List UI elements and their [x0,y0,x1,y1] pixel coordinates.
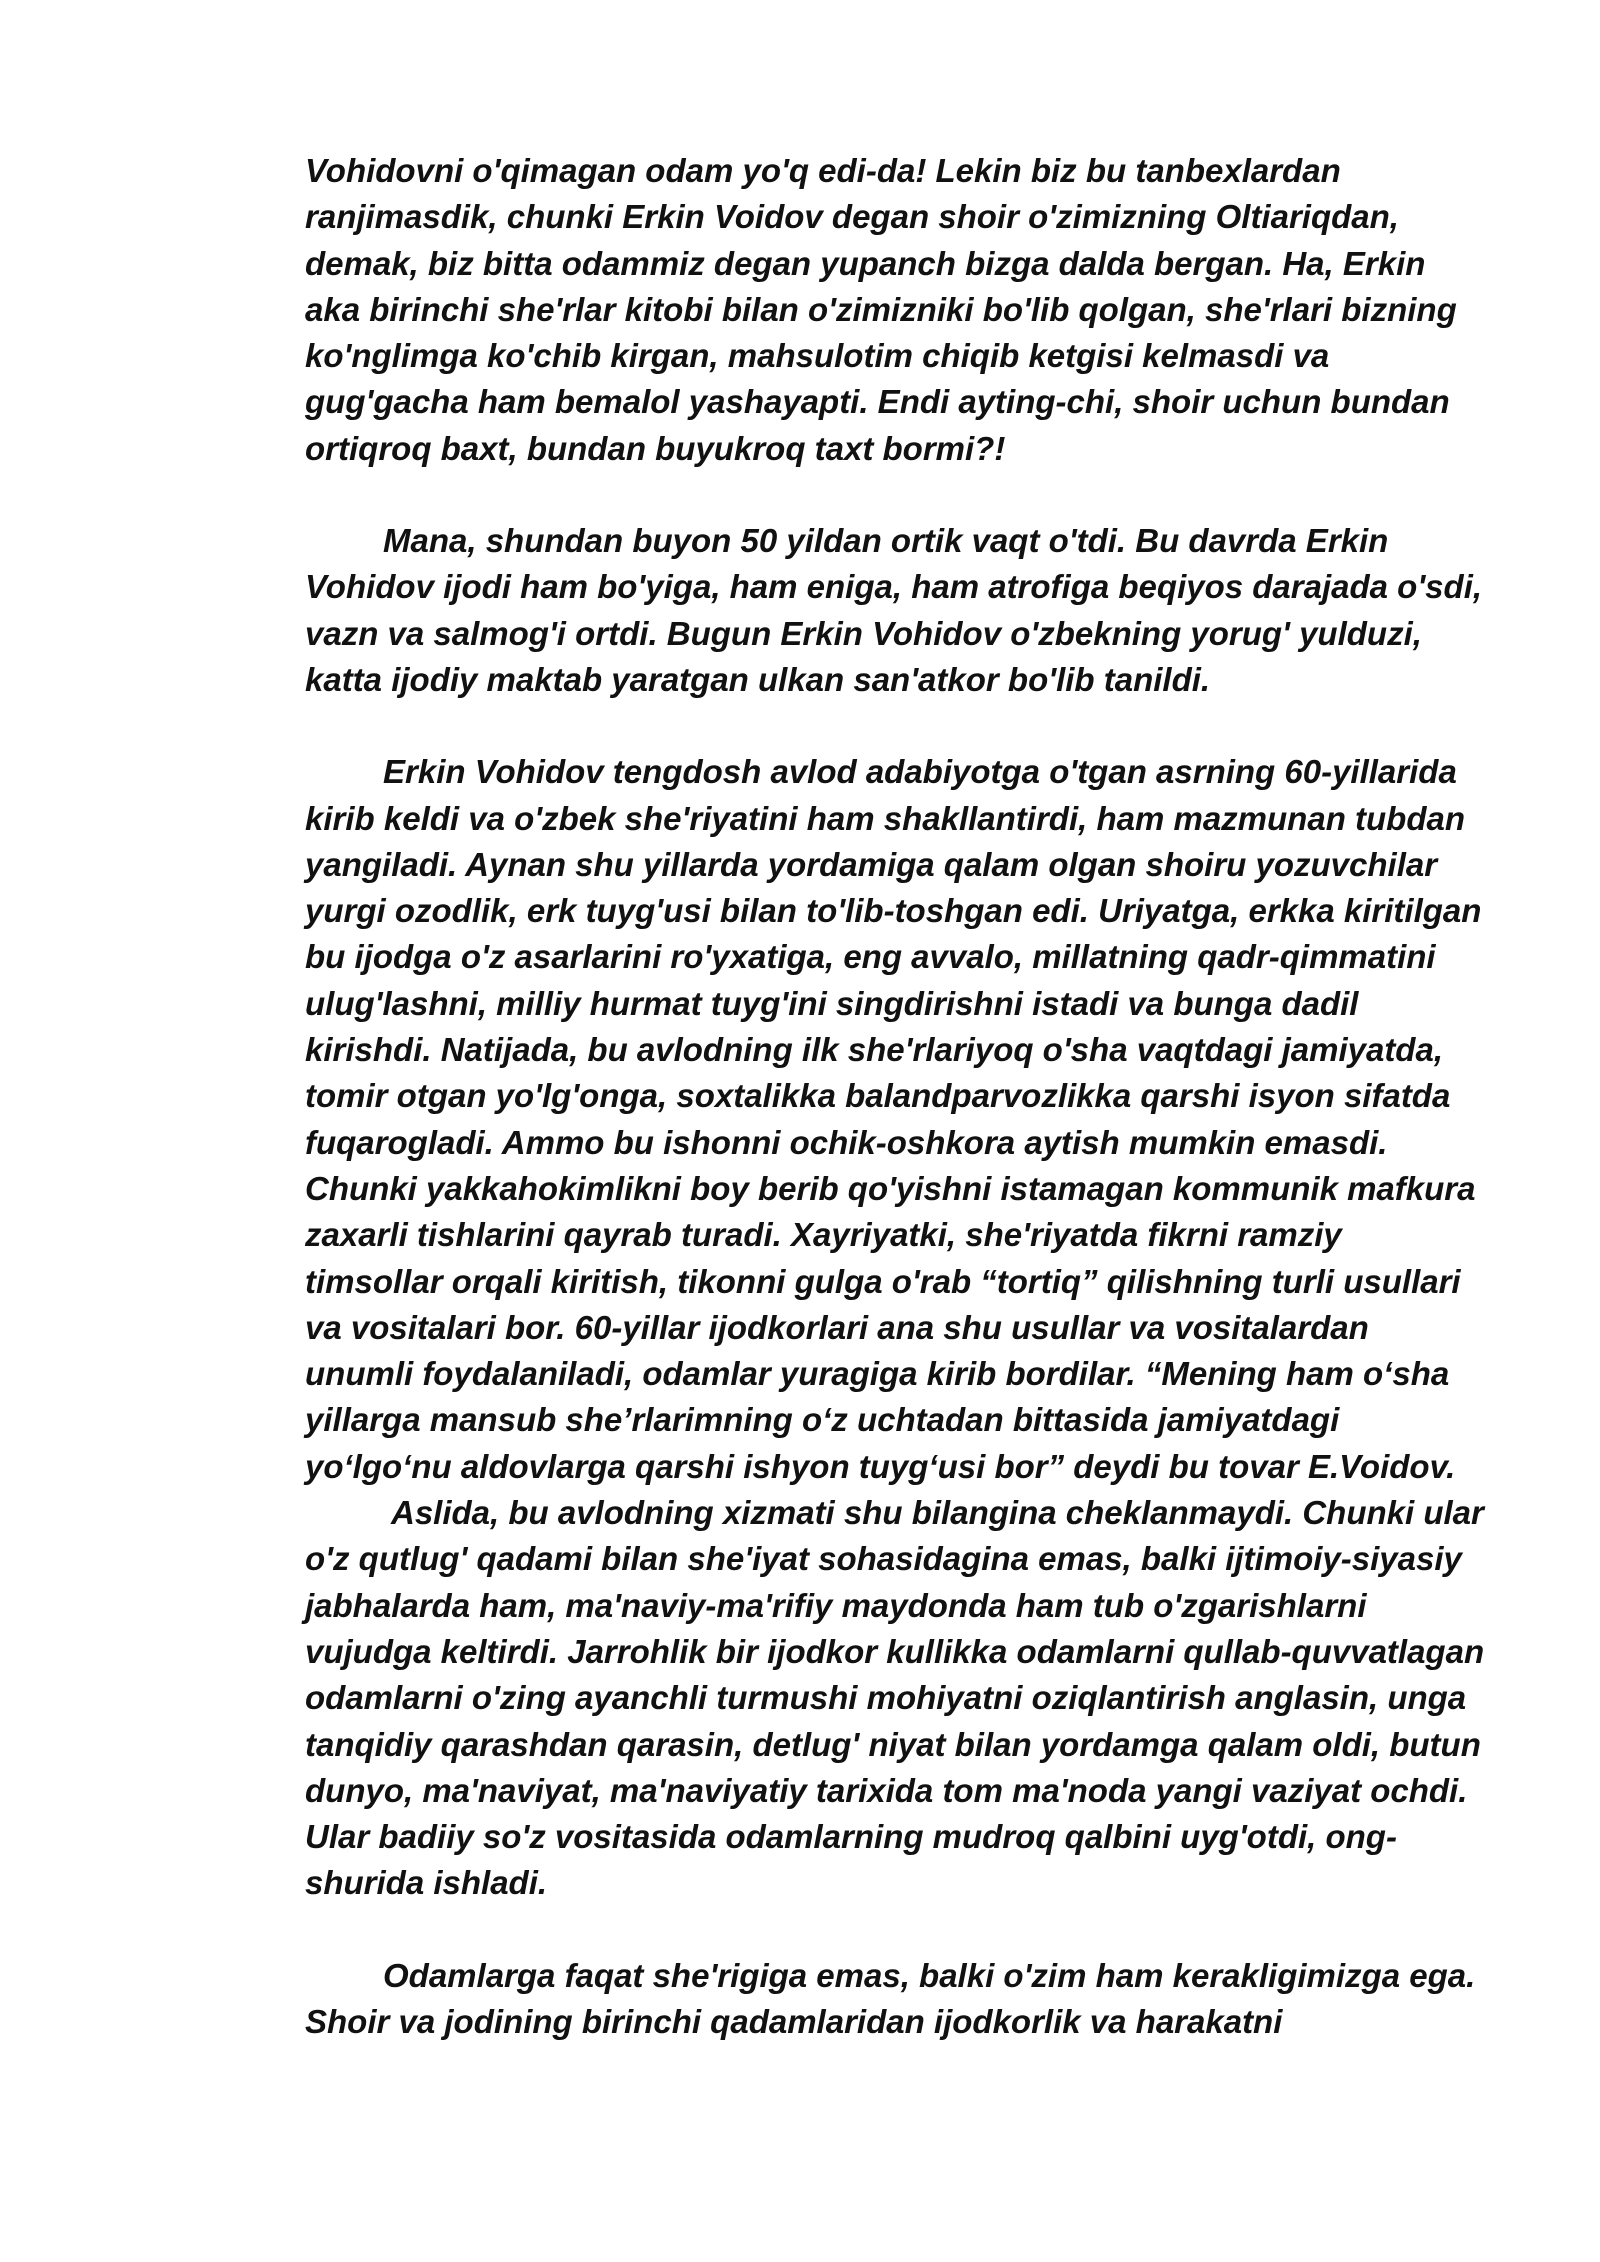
document-page [305,148,1485,2045]
paragraph-3: Erkin Vohidov tengdosh avlod adabiyotga o'tgan asrning 60-yillarida kirib keldi va o'zbek she'riyatini ham shakllantirdi, ham mazmunan tubdan yangiladi. Aynan shu yillarda yordamiga qalam olgan shoiru yozuvchilar yurgi ozodlik, erk tuyg'usi bilan to'lib-toshgan edi. Uriyatga, erkka kiritilgan bu ijodga o'z asarlarini ro'yxatiga, eng avvalo, millatning qadr-qimmatini ulug'lashni, milliy hurmat tuyg'ini singdirishni istadi va bunga dadil kirishdi. Natijada, bu avlodning ilk she'rlariyoq o'sha vaqtdagi jamiyatda, tomir otgan yo'lg'onga, soxtalikka balandparvozlikka qarshi isyon sifatda fuqarogladi. Ammo bu ishonni ochik-oshkora aytish mumkin emasdi. Chunki yakkahokimlikni boy berib qo'yishni istamagan kommunik mafkura zaxarli tishlarini qayrab turadi. Xayriyatki, she'riyatda fikrni ramziy timsollar orqali kiritish, tikonni gulga o'rab “tortiq” qilishning turli usullari va vositalari bor. 60-yillar ijodkorlari ana shu usullar va vositalardan unumli foydalaniladi, odamlar yuragiga kirib bordilar. “Mening ham o‘sha yillarga mansub she’rlarimning o‘z uchtadan bittasida jamiyatdagi yo‘lgo‘nu aldovlarga qarshi ishyon tuyg‘usi bor” deydi bu tovar E.Voidov. [305,753,1482,1485]
paragraph-1: Vohidovni o'qimagan odam yo'q edi-da! Lekin biz bu tanbexlardan ranjimasdik, chunki Erkin Voidov degan shoir o'zimizning Oltiariqdan, demak, biz bitta odammiz degan yupanch bizga dalda bergan. Ha, Erkin aka birinchi she'rlar kitobi bilan o'zimizniki bo'lib qolgan, she'rlari bizning ko'nglimga ko'chib kirgan, mahsulotim chiqib ketgisi kelmasdi va gug'gacha ham bemalol yashayapti. Endi ayting-chi, shoir uchun bundan ortiqroq baxt, bundan buyukroq taxt bormi?! [305,152,1457,467]
paragraph-5: Odamlarga faqat she'rigiga emas, balki o'zim ham kerakligimizga ega. Shoir va jodining birinchi qadamlaridan ijodkorlik va harakatni [305,1956,1476,2040]
paragraph-4: Aslida, bu avlodning xizmati shu bilangina cheklanmaydi. Chunki ular o'z qutlug' qadami bilan she'iyat sohasidagina emas, balki ijtimoiy-siyasiy jabhalarda ham, ma'naviy-ma'rifiy maydonda ham tub o'zgarishlarni vujudga keltirdi. Jarrohlik bir ijodkor kullikka odamlarni qullab-quvvatlagan odamlarni o'zing ayanchli turmushi mohiyatni oziqlantirish anglasin, unga tanqidiy qarashdan qarasin, detlug' niyat bilan yordamga qalam oldi, butun dunyo, ma'naviyat, ma'naviyatiy tarixida tom ma'noda yangi vaziyat ochdi. Ular badiiy so'z vositasida odamlarning mudroq qalbini uyg'otdi, ong-shurida ishladi. [305,1494,1485,1902]
paragraph-2: Mana, shundan buyon 50 yildan ortik vaqt o'tdi. Bu davrda Erkin Vohidov ijodi ham bo'yiga, ham eniga, ham atrofiga beqiyos darajada o'sdi, vazn va salmog'i ortdi. Bugun Erkin Vohidov o'zbekning yorug' yulduzi, katta ijodiy maktab yaratgan ulkan san'atkor bo'lib tanildi. [305,522,1483,698]
